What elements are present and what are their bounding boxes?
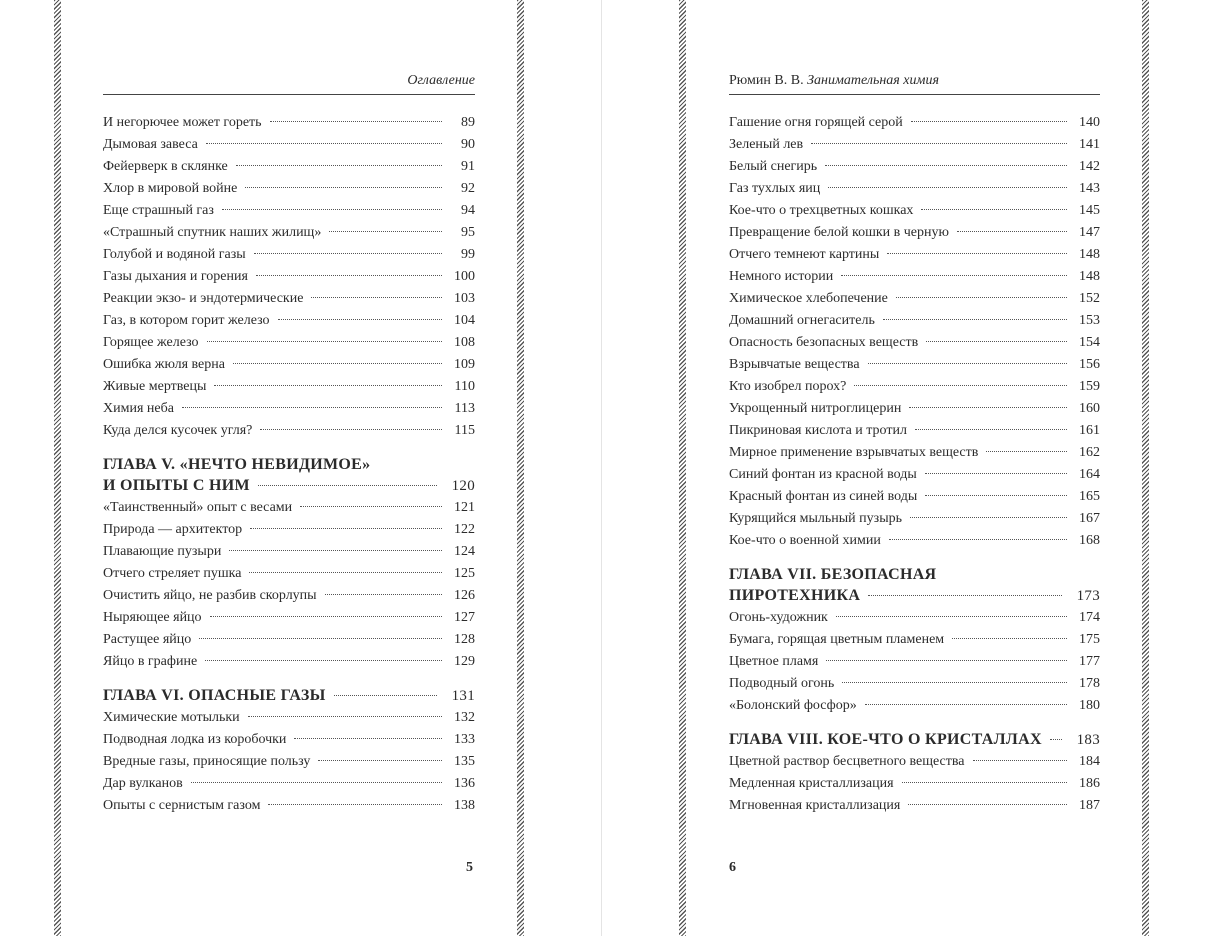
toc-entry-title: Мгновенная кристаллизация <box>729 798 901 813</box>
dot-leader <box>329 231 442 232</box>
page-border-right-outer <box>1142 0 1149 936</box>
toc-entry-page: 167 <box>1079 511 1100 526</box>
dot-leader <box>868 363 1067 364</box>
toc-entry[interactable] <box>729 673 1100 695</box>
toc-entry[interactable] <box>103 178 475 200</box>
toc-entry[interactable] <box>729 795 1100 817</box>
toc-entry-page: 115 <box>454 423 475 438</box>
toc-entry-page: 175 <box>1079 632 1100 647</box>
toc-entry-title: Ошибка жюля верна <box>103 357 225 372</box>
book-gutter <box>601 0 602 936</box>
toc-entry-title: Кое-что о трехцветных кошках <box>729 203 914 218</box>
toc-entry[interactable] <box>729 420 1100 442</box>
toc-entry-title: Горящее железо <box>103 335 199 350</box>
dot-leader <box>207 341 442 342</box>
dot-leader <box>841 275 1067 276</box>
dot-leader <box>270 121 442 122</box>
chapter-heading-6[interactable]: ГЛАВА VI. ОПАСНЫЕ ГАЗЫ 131 <box>103 687 475 704</box>
toc-entry[interactable] <box>103 310 475 332</box>
toc-entry[interactable] <box>729 508 1100 530</box>
page-border-right-inner <box>679 0 686 936</box>
toc-entry-page: 156 <box>1079 357 1100 372</box>
toc-entry[interactable] <box>729 244 1100 266</box>
toc-entry-page: 125 <box>454 566 475 581</box>
dot-leader <box>986 451 1067 452</box>
toc-entry-page: 109 <box>454 357 475 372</box>
toc-entry-title: Мирное применение взрывчатых веществ <box>729 445 979 460</box>
toc-entry-page: 122 <box>454 522 475 537</box>
dot-leader <box>842 682 1067 683</box>
dot-leader <box>921 209 1067 210</box>
dot-leader <box>883 319 1067 320</box>
toc-entry[interactable] <box>103 519 475 541</box>
toc-entry-title: Дар вулканов <box>103 776 183 791</box>
page-border-left-outer <box>54 0 61 936</box>
toc-entry-page: 145 <box>1079 203 1100 218</box>
dot-leader <box>952 638 1067 639</box>
chapter-heading-8[interactable]: ГЛАВА VIII. КОЕ-ЧТО О КРИСТАЛЛАХ 183 <box>729 731 1100 748</box>
toc-entry[interactable] <box>103 751 475 773</box>
toc-entry-title: Химическое хлебопечение <box>729 291 888 306</box>
toc-entry-page: 90 <box>461 137 475 152</box>
toc-entry[interactable] <box>729 651 1100 673</box>
toc-entry-page: 186 <box>1079 776 1100 791</box>
toc-entry-title: Цветное пламя <box>729 654 819 669</box>
toc-entry-title: Превращение белой кошки в черную <box>729 225 949 240</box>
toc-entry[interactable] <box>729 288 1100 310</box>
dot-leader <box>300 506 442 507</box>
toc-entry-title: Бумага, горящая цветным пламенем <box>729 632 945 647</box>
toc-entry[interactable] <box>103 541 475 563</box>
toc-entry-title: Еще страшный газ <box>103 203 214 218</box>
table-of-contents-left <box>103 112 475 817</box>
chapter-heading-5[interactable]: ГЛАВА V. «НЕЧТО НЕВИДИМОЕ» И ОПЫТЫ С НИМ 120 <box>103 456 475 494</box>
toc-entry[interactable] <box>729 442 1100 464</box>
dot-leader <box>957 231 1067 232</box>
toc-entry[interactable] <box>103 266 475 288</box>
toc-entry-title: Газы дыхания и горения <box>103 269 248 284</box>
toc-entry-title: Плавающие пузыри <box>103 544 222 559</box>
toc-entry-page: 100 <box>454 269 475 284</box>
toc-entry-page: 161 <box>1079 423 1100 438</box>
toc-entry[interactable] <box>729 629 1100 651</box>
toc-entry[interactable] <box>103 629 475 651</box>
toc-entry-title: Химические мотыльки <box>103 710 240 725</box>
toc-entry[interactable] <box>729 156 1100 178</box>
toc-entry[interactable] <box>729 222 1100 244</box>
toc-entry-title: Подводная лодка из коробочки <box>103 732 287 747</box>
toc-entry-title: Опасность безопасных веществ <box>729 335 919 350</box>
right-page <box>603 0 1205 936</box>
toc-entry-title: Природа — архитектор <box>103 522 243 537</box>
dot-leader <box>191 782 442 783</box>
toc-entry-page: 129 <box>454 654 475 669</box>
toc-entry[interactable] <box>103 607 475 629</box>
toc-entry-page: 126 <box>454 588 475 603</box>
dot-leader <box>836 616 1067 617</box>
dot-leader <box>926 341 1067 342</box>
toc-entry-page: 184 <box>1079 754 1100 769</box>
toc-entry[interactable] <box>103 200 475 222</box>
toc-entry[interactable] <box>103 585 475 607</box>
toc-entry-title: Куда делся кусочек угля? <box>103 423 253 438</box>
toc-entry-page: 174 <box>1079 610 1100 625</box>
toc-entry-title: Вредные газы, приносящие пользу <box>103 754 311 769</box>
toc-entry-title: Красный фонтан из синей воды <box>729 489 918 504</box>
dot-leader <box>245 187 442 188</box>
dot-leader <box>865 704 1067 705</box>
toc-entry-page: 159 <box>1079 379 1100 394</box>
toc-entry-title: Гашение огня горящей серой <box>729 115 903 130</box>
toc-entry-page: 162 <box>1079 445 1100 460</box>
toc-entry-title: Газ тухлых яиц <box>729 181 821 196</box>
dot-leader <box>229 550 442 551</box>
running-header: Рюмин В. В. Занимательная химия <box>729 71 1100 95</box>
toc-entry-page: 177 <box>1079 654 1100 669</box>
dot-leader <box>205 660 442 661</box>
toc-entry[interactable] <box>729 530 1100 552</box>
dot-leader <box>887 253 1067 254</box>
toc-entry-page: 138 <box>454 798 475 813</box>
page-number: 5 <box>466 860 473 875</box>
toc-entry-page: 147 <box>1079 225 1100 240</box>
dot-leader <box>828 187 1067 188</box>
dot-leader <box>925 473 1067 474</box>
table-of-contents-right <box>729 112 1100 817</box>
toc-entry-page: 168 <box>1079 533 1100 548</box>
toc-entry-page: 91 <box>461 159 475 174</box>
toc-entry-title: Фейерверк в склянке <box>103 159 228 174</box>
dot-leader <box>902 782 1067 783</box>
toc-entry[interactable] <box>729 112 1100 134</box>
toc-entry-title: Взрывчатые вещества <box>729 357 860 372</box>
toc-entry-page: 180 <box>1079 698 1100 713</box>
toc-entry[interactable] <box>729 695 1100 717</box>
toc-entry-page: 99 <box>461 247 475 262</box>
toc-entry-page: 142 <box>1079 159 1100 174</box>
toc-entry-title: «Таинственный» опыт с весами <box>103 500 293 515</box>
toc-entry[interactable] <box>103 651 475 673</box>
dot-leader <box>254 253 442 254</box>
dot-leader <box>910 517 1067 518</box>
toc-entry[interactable] <box>103 729 475 751</box>
toc-entry[interactable] <box>729 464 1100 486</box>
dot-leader <box>206 143 442 144</box>
toc-entry[interactable] <box>729 773 1100 795</box>
toc-entry[interactable] <box>103 376 475 398</box>
toc-entry-page: 148 <box>1079 269 1100 284</box>
toc-entry-page: 103 <box>454 291 475 306</box>
dot-leader <box>911 121 1067 122</box>
toc-entry-title: Отчего темнеют картины <box>729 247 880 262</box>
page-number: 6 <box>729 860 736 875</box>
toc-entry[interactable] <box>103 244 475 266</box>
toc-entry-page: 133 <box>454 732 475 747</box>
toc-entry-title: Растущее яйцо <box>103 632 192 647</box>
dot-leader <box>210 616 442 617</box>
dot-leader <box>278 319 442 320</box>
toc-entry-title: Зеленый лев <box>729 137 804 152</box>
toc-entry-page: 135 <box>454 754 475 769</box>
toc-entry-page: 165 <box>1079 489 1100 504</box>
toc-entry-page: 132 <box>454 710 475 725</box>
toc-entry-title: Химия неба <box>103 401 174 416</box>
toc-entry-title: Укрощенный нитроглицерин <box>729 401 902 416</box>
toc-entry[interactable] <box>103 288 475 310</box>
toc-entry[interactable] <box>729 200 1100 222</box>
dot-leader <box>854 385 1067 386</box>
toc-entry-page: 153 <box>1079 313 1100 328</box>
toc-entry-title: Яйцо в графине <box>103 654 198 669</box>
dot-leader <box>925 495 1067 496</box>
toc-entry-page: 95 <box>461 225 475 240</box>
toc-entry[interactable] <box>103 156 475 178</box>
toc-entry[interactable] <box>729 134 1100 156</box>
dot-leader <box>311 297 442 298</box>
toc-entry[interactable] <box>103 420 475 442</box>
dot-leader <box>268 804 442 805</box>
toc-entry-title: Огонь-художник <box>729 610 828 625</box>
toc-entry-title: Живые мертвецы <box>103 379 207 394</box>
toc-entry-title: Пикриновая кислота и тротил <box>729 423 907 438</box>
toc-entry-page: 124 <box>454 544 475 559</box>
toc-entry[interactable] <box>729 376 1100 398</box>
toc-entry[interactable] <box>729 332 1100 354</box>
toc-entry-title: Отчего стреляет пушка <box>103 566 242 581</box>
dot-leader <box>896 297 1067 298</box>
toc-entry-page: 164 <box>1079 467 1100 482</box>
toc-entry-title: Цветной раствор бесцветного вещества <box>729 754 965 769</box>
toc-entry-page: 136 <box>454 776 475 791</box>
dot-leader <box>318 760 442 761</box>
toc-entry-page: 154 <box>1079 335 1100 350</box>
dot-leader <box>249 572 442 573</box>
toc-entry-page: 127 <box>454 610 475 625</box>
toc-entry-page: 148 <box>1079 247 1100 262</box>
toc-entry-title: Очистить яйцо, не разбив скорлупы <box>103 588 317 603</box>
toc-entry-title: «Страшный спутник наших жилищ» <box>103 225 322 240</box>
dot-leader <box>222 209 442 210</box>
toc-entry[interactable] <box>729 751 1100 773</box>
toc-entry[interactable] <box>729 486 1100 508</box>
left-page <box>0 0 602 936</box>
toc-entry[interactable] <box>103 222 475 244</box>
chapter-heading-7[interactable]: ГЛАВА VII. БЕЗОПАСНАЯ ПИРОТЕХНИКА 173 <box>729 566 1100 604</box>
toc-entry-page: 113 <box>454 401 475 416</box>
dot-leader <box>214 385 442 386</box>
dot-leader <box>294 738 442 739</box>
toc-entry-title: Домашний огнегаситель <box>729 313 875 328</box>
toc-entry[interactable] <box>729 310 1100 332</box>
toc-entry-page: 140 <box>1079 115 1100 130</box>
toc-entry-title: Кто изобрел порох? <box>729 379 847 394</box>
running-header: Оглавление <box>103 71 475 95</box>
toc-entry[interactable] <box>103 354 475 376</box>
toc-entry-page: 104 <box>454 313 475 328</box>
dot-leader <box>325 594 442 595</box>
toc-entry-title: Газ, в котором горит железо <box>103 313 270 328</box>
toc-entry[interactable] <box>729 178 1100 200</box>
toc-entry-title: Белый снегирь <box>729 159 818 174</box>
toc-entry[interactable] <box>103 707 475 729</box>
toc-entry-page: 178 <box>1079 676 1100 691</box>
dot-leader <box>889 539 1067 540</box>
toc-entry[interactable] <box>103 332 475 354</box>
toc-entry-page: 187 <box>1079 798 1100 813</box>
toc-entry-page: 152 <box>1079 291 1100 306</box>
toc-entry-page: 108 <box>454 335 475 350</box>
dot-leader <box>811 143 1067 144</box>
toc-entry-title: Кое-что о военной химии <box>729 533 881 548</box>
dot-leader <box>825 165 1067 166</box>
dot-leader <box>909 407 1067 408</box>
toc-entry-title: Подводный огонь <box>729 676 835 691</box>
toc-entry-page: 160 <box>1079 401 1100 416</box>
toc-entry-page: 143 <box>1079 181 1100 196</box>
toc-entry-title: И негорючее может гореть <box>103 115 262 130</box>
dot-leader <box>826 660 1067 661</box>
toc-entry-page: 128 <box>454 632 475 647</box>
dot-leader <box>236 165 442 166</box>
toc-entry[interactable] <box>103 112 475 134</box>
toc-entry-title: Опыты с сернистым газом <box>103 798 261 813</box>
dot-leader <box>260 429 442 430</box>
page-border-left-inner <box>517 0 524 936</box>
dot-leader <box>248 716 442 717</box>
toc-entry-title: «Болонский фосфор» <box>729 698 857 713</box>
toc-entry-title: Немного истории <box>729 269 834 284</box>
dot-leader <box>182 407 442 408</box>
toc-entry-title: Курящийся мыльный пузырь <box>729 511 902 526</box>
toc-entry[interactable] <box>103 563 475 585</box>
dot-leader <box>250 528 442 529</box>
toc-entry-page: 92 <box>461 181 475 196</box>
toc-entry-page: 110 <box>454 379 475 394</box>
dot-leader <box>199 638 442 639</box>
dot-leader <box>233 363 442 364</box>
dot-leader <box>973 760 1067 761</box>
toc-entry[interactable] <box>103 773 475 795</box>
toc-entry-title: Голубой и водяной газы <box>103 247 246 262</box>
toc-entry-title: Хлор в мировой войне <box>103 181 238 196</box>
toc-entry-title: Ныряющее яйцо <box>103 610 202 625</box>
toc-entry[interactable] <box>729 607 1100 629</box>
toc-entry[interactable] <box>103 398 475 420</box>
toc-entry-page: 121 <box>454 500 475 515</box>
toc-entry-page: 94 <box>461 203 475 218</box>
toc-entry-title: Реакции экзо- и эндотермические <box>103 291 304 306</box>
toc-entry[interactable] <box>729 266 1100 288</box>
toc-entry-title: Медленная кристаллизация <box>729 776 894 791</box>
toc-entry-page: 141 <box>1079 137 1100 152</box>
dot-leader <box>256 275 442 276</box>
toc-entry[interactable] <box>103 497 475 519</box>
dot-leader <box>915 429 1067 430</box>
dot-leader <box>908 804 1067 805</box>
toc-entry[interactable] <box>729 398 1100 420</box>
toc-entry[interactable] <box>103 795 475 817</box>
toc-entry[interactable] <box>729 354 1100 376</box>
toc-entry-title: Синий фонтан из красной воды <box>729 467 917 482</box>
toc-entry-page: 89 <box>461 115 475 130</box>
toc-entry-title: Дымовая завеса <box>103 137 198 152</box>
toc-entry[interactable] <box>103 134 475 156</box>
